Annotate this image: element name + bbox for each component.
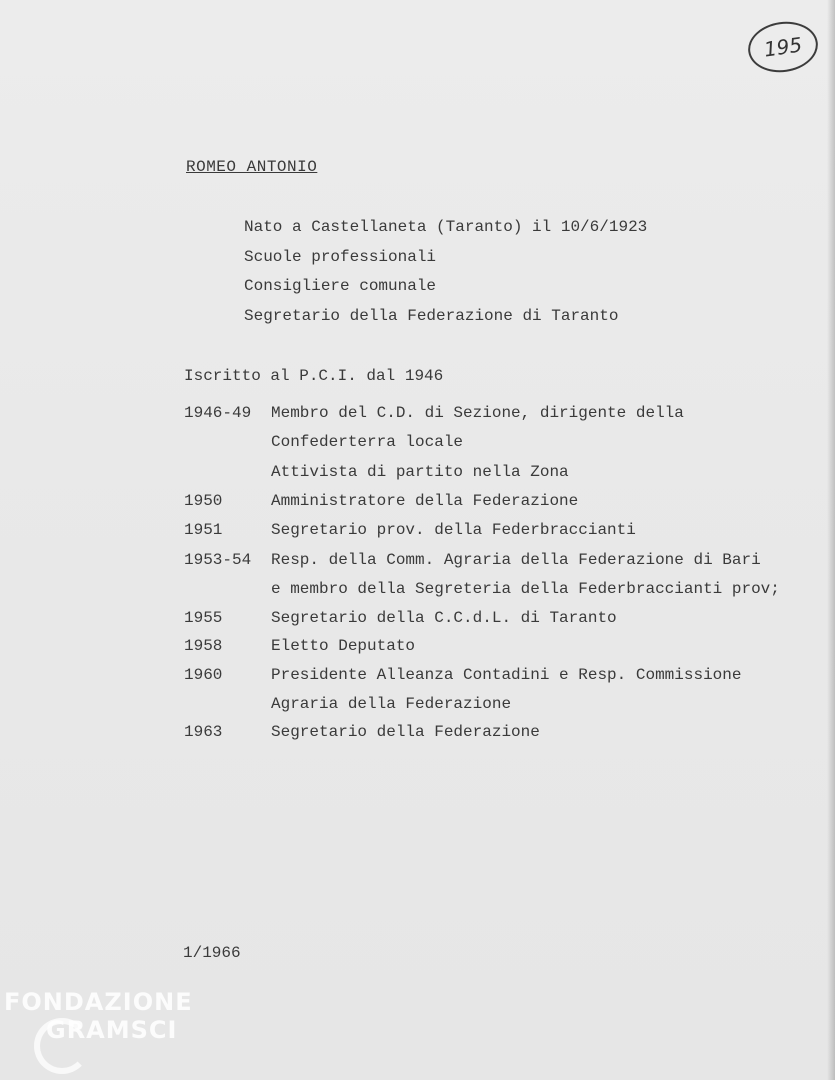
- career-line: Agraria della Federazione: [271, 695, 512, 713]
- page-number-stamp: [745, 17, 821, 76]
- watermark-line-2: GRAMSCI: [46, 1016, 178, 1044]
- career-line: Segretario della C.C.d.L. di Taranto: [271, 609, 617, 627]
- career-line: Membro del C.D. di Sezione, dirigente della: [271, 404, 684, 422]
- person-name: ROMEO ANTONIO: [186, 158, 318, 176]
- career-year: 1960: [184, 666, 223, 684]
- career-line: Attivista di partito nella Zona: [271, 463, 569, 481]
- page-number: 195: [762, 32, 804, 62]
- secretary-info: Segretario della Federazione di Taranto: [244, 307, 619, 325]
- career-line: Confederterra locale: [271, 433, 464, 451]
- career-year: 1963: [184, 723, 223, 741]
- career-year: 1950: [184, 492, 223, 510]
- birth-info: Nato a Castellaneta (Taranto) il 10/6/1923: [244, 218, 648, 236]
- g-logo-icon: [34, 1018, 90, 1074]
- fondazione-gramsci-watermark: [4, 988, 193, 1044]
- career-year: 1958: [184, 637, 223, 655]
- career-line: Eletto Deputato: [271, 637, 416, 655]
- career-line: Segretario prov. della Federbraccianti: [271, 521, 636, 539]
- page-edge-shadow: [827, 0, 835, 1080]
- career-line: Presidente Alleanza Contadini e Resp. Commissione: [271, 666, 742, 684]
- career-year: 1955: [184, 609, 223, 627]
- education-info: Scuole professionali: [244, 248, 437, 266]
- career-line: Segretario della Federazione: [271, 723, 540, 741]
- party-membership: Iscritto al P.C.I. dal 1946: [184, 367, 444, 385]
- career-line: Resp. della Comm. Agraria della Federazione di Bari: [271, 551, 761, 569]
- career-line: Amministratore della Federazione: [271, 492, 579, 510]
- career-year: 1946-49: [184, 404, 252, 422]
- career-year: 1951: [184, 521, 223, 539]
- council-info: Consigliere comunale: [244, 277, 437, 295]
- career-year: 1953-54: [184, 551, 252, 569]
- career-line: e membro della Segreteria della Federbraccianti prov;: [271, 580, 780, 598]
- watermark-line-1: FONDAZIONE: [4, 988, 193, 1016]
- document-date: 1/1966: [183, 944, 241, 962]
